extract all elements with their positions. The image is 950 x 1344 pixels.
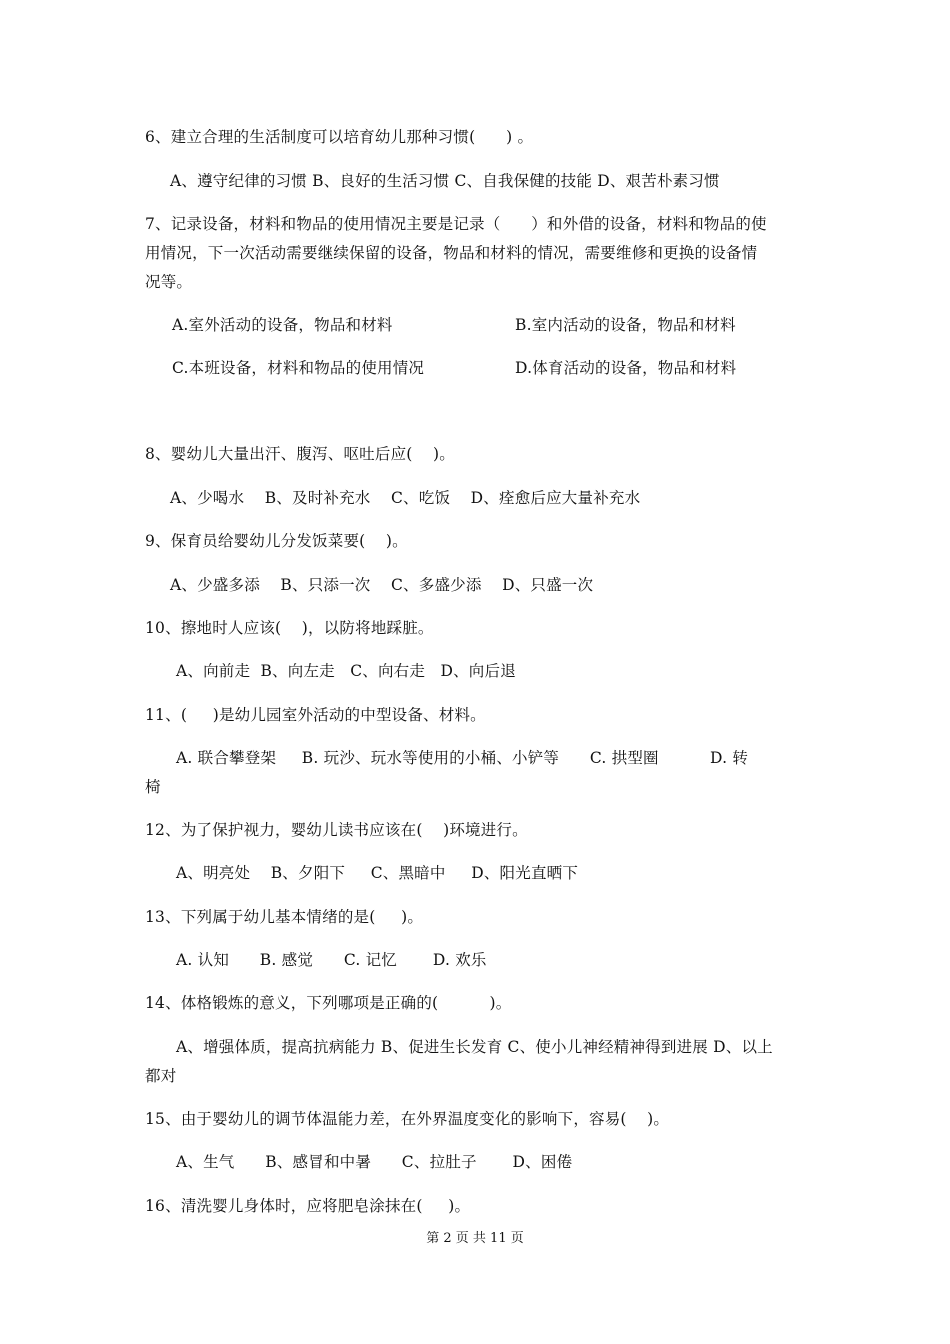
question-14-options-line-1: A、增强体质，提高抗病能力 B、促进生长发育 C、使小儿神经精神得到进展 D、以上 xyxy=(176,1038,773,1056)
question-13-options: A. 认知 B. 感觉 C. 记忆 D. 欢乐 xyxy=(176,951,487,969)
question-12-stem: 12、为了保护视力，婴幼儿读书应该在( )环境进行。 xyxy=(145,821,528,839)
question-8-options: A、少喝水 B、及时补充水 C、吃饭 D、痊愈后应大量补充水 xyxy=(170,489,641,507)
question-7-option-b: B.室内活动的设备，物品和材料 xyxy=(515,316,736,334)
question-12-options: A、明亮处 B、夕阳下 C、黑暗中 D、阳光直晒下 xyxy=(176,864,579,882)
question-15-options: A、生气 B、感冒和中暑 C、拉肚子 D、困倦 xyxy=(176,1153,573,1171)
question-15-stem: 15、由于婴幼儿的调节体温能力差，在外界温度变化的影响下，容易( )。 xyxy=(145,1110,670,1128)
question-11-stem: 11、( )是幼儿园室外活动的中型设备、材料。 xyxy=(145,706,486,724)
question-6-stem: 6、建立合理的生活制度可以培育幼儿那种习惯( ) 。 xyxy=(145,128,534,146)
question-14-stem: 14、体格锻炼的意义，下列哪项是正确的( )。 xyxy=(145,994,512,1012)
question-7-option-c: C.本班设备，材料和物品的使用情况 xyxy=(172,359,425,377)
question-11-options-line-2: 椅 xyxy=(145,778,161,796)
question-10-options: A、向前走 B、向左走 C、向右走 D、向后退 xyxy=(176,662,516,680)
question-13-stem: 13、下列属于幼儿基本情绪的是( )。 xyxy=(145,908,424,926)
question-7-option-d: D.体育活动的设备，物品和材料 xyxy=(515,359,737,377)
question-6-options: A、遵守纪律的习惯 B、良好的生活习惯 C、自我保健的技能 D、艰苦朴素习惯 xyxy=(170,172,720,190)
question-9-options: A、少盛多添 B、只添一次 C、多盛少添 D、只盛一次 xyxy=(170,576,594,594)
question-9-stem: 9、保育员给婴幼儿分发饭菜要( )。 xyxy=(145,532,408,550)
question-11-options-line-1: A. 联合攀登架 B. 玩沙、玩水等使用的小桶、小铲等 C. 拱型圈 D. 转 xyxy=(176,749,749,767)
question-14-options-line-2: 都对 xyxy=(145,1067,177,1085)
question-7-stem-line-2: 用情况，下一次活动需要继续保留的设备，物品和材料的情况，需要维修和更换的设备情 xyxy=(145,244,758,262)
question-7-stem-line-1: 7、记录设备，材料和物品的使用情况主要是记录（ ）和外借的设备，材料和物品的使 xyxy=(145,215,767,233)
question-16-stem: 16、清洗婴儿身体时，应将肥皂涂抹在( )。 xyxy=(145,1197,471,1215)
question-7-option-a: A.室外活动的设备，物品和材料 xyxy=(172,316,393,334)
page-number-footer: 第 2 页 共 11 页 xyxy=(426,1231,524,1246)
question-10-stem: 10、擦地时人应该( )，以防将地踩脏。 xyxy=(145,619,434,637)
question-7-stem-line-3: 况等。 xyxy=(145,273,193,291)
question-8-stem: 8、婴幼儿大量出汗、腹泻、呕吐后应( )。 xyxy=(145,445,455,463)
